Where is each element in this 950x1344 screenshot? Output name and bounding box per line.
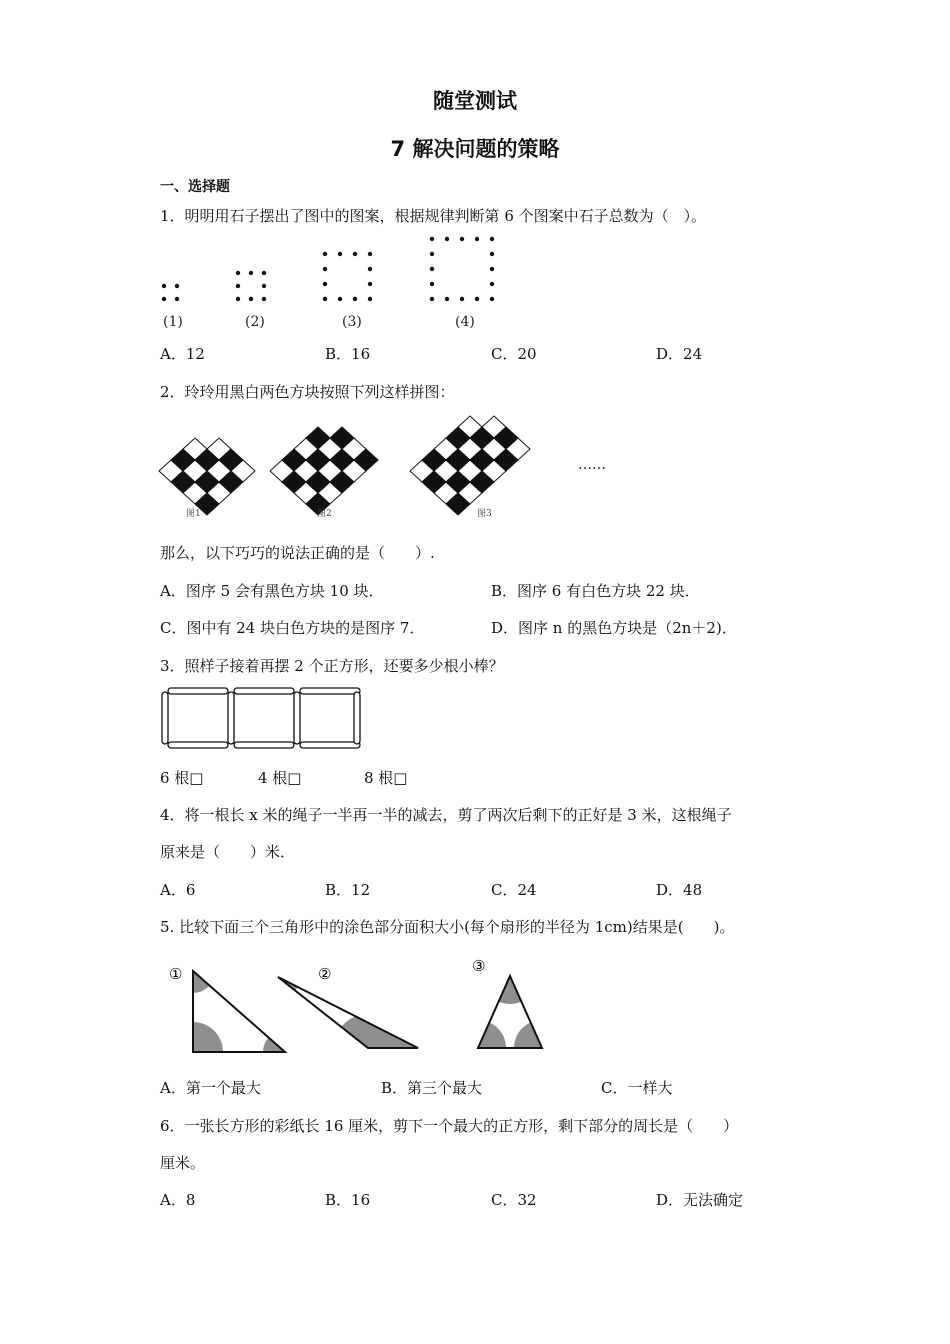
q2-figure-3 (410, 416, 530, 515)
q1-figure-label-3: (3) (342, 314, 362, 330)
stone-dot (430, 267, 434, 271)
stone-dot (430, 297, 434, 301)
q1-option-a[interactable]: A．12 (160, 345, 205, 363)
q5-option-c[interactable]: C．一样大 (601, 1079, 673, 1097)
q5-option-b[interactable]: B．第三个最大 (381, 1079, 483, 1097)
stone-dot (323, 282, 327, 286)
stone-dot (262, 284, 266, 288)
q5-figure-label-1: ① (169, 965, 183, 983)
stone-dot (175, 297, 179, 301)
q1-pattern-2 (236, 271, 266, 301)
question-4-text: 4．将一根长 x 米的绳子一半再一半的减去，剪了两次后剩下的正好是 3 米，这根绳子 (160, 806, 732, 824)
stone-dot (368, 297, 372, 301)
q3-option-4[interactable]: 4 根□ (258, 769, 302, 787)
q6-option-d[interactable]: D．无法确定 (656, 1191, 744, 1209)
stone-dot (430, 237, 434, 241)
stone-dot (262, 297, 266, 301)
q1-figure-label-2: (2) (245, 314, 265, 330)
q2-figure-2 (270, 427, 378, 515)
stone-dot (430, 252, 434, 256)
stone-dot (323, 252, 327, 256)
q2-option-d[interactable]: D．图序 n 的黑色方块是（2n＋2)． (491, 619, 737, 637)
stone-dot (236, 271, 240, 275)
section-heading: 一、选择题 (160, 179, 230, 195)
q3-stick-squares-figure (160, 686, 360, 752)
q6-option-c[interactable]: C．32 (491, 1191, 537, 1209)
stone-dot (323, 297, 327, 301)
stone-dot (249, 297, 253, 301)
stone-dot (490, 252, 494, 256)
stone-dot (460, 297, 464, 301)
stone-dot (162, 284, 166, 288)
q1-pattern-3 (323, 252, 372, 301)
q2-figure-label-1: 图1 (186, 509, 201, 519)
stone-dot (323, 267, 327, 271)
stone-dot (430, 282, 434, 286)
stone-dot (368, 282, 372, 286)
stone-dot (445, 237, 449, 241)
q6-option-a[interactable]: A．8 (160, 1191, 196, 1209)
q5-option-a[interactable]: A．第一个最大 (160, 1079, 261, 1097)
stone-dot (475, 237, 479, 241)
stone-dot (368, 267, 372, 271)
stone-dot (490, 282, 494, 286)
q1-pattern-1 (162, 284, 179, 301)
q4-option-b[interactable]: B．12 (325, 881, 371, 899)
stone-dot (353, 252, 357, 256)
q2-option-b[interactable]: B．图序 6 有白色方块 22 块． (491, 582, 700, 600)
stone-dot (368, 252, 372, 256)
q2-figure-label-2: 图2 (317, 509, 332, 519)
page-subtitle: 7 解决问题的策略 (390, 137, 560, 161)
question-5-text: 5. 比较下面三个三角形中的涂色部分面积大小(每个扇形的半径为 1cm)结果是( )。 (160, 918, 735, 936)
q5-triangles-figure (160, 958, 560, 1058)
q1-figure-label-1: (1) (163, 314, 183, 330)
q3-option-6[interactable]: 6 根□ (160, 769, 204, 787)
stone-dot (490, 267, 494, 271)
q3-option-8[interactable]: 8 根□ (364, 769, 408, 787)
stone-dot (162, 297, 166, 301)
stone-dot (338, 252, 342, 256)
q2-figure-1 (159, 438, 255, 515)
stone-dot (490, 237, 494, 241)
q5-figure-label-2: ② (318, 965, 332, 983)
q4-option-c[interactable]: C．24 (491, 881, 537, 899)
question-2-text-2: 那么，以下巧巧的说法正确的是（ ）. (160, 544, 435, 562)
q2-ellipsis: …… (578, 457, 606, 473)
question-6-text-2: 厘米。 (160, 1154, 206, 1172)
q2-option-a[interactable]: A．图序 5 会有黑色方块 10 块． (160, 582, 384, 600)
question-6-text: 6．一张长方形的彩纸长 16 厘米，剪下一个最大的正方形，剩下部分的周长是（ ） (160, 1117, 739, 1135)
q1-option-d[interactable]: D．24 (656, 345, 703, 363)
stone-dot (262, 271, 266, 275)
stone-dot (249, 271, 253, 275)
stone-dot (236, 297, 240, 301)
question-2-text: 2．玲玲用黑白两色方块按照下列这样拼图： (160, 383, 455, 401)
page-title: 随堂测试 (433, 89, 517, 113)
q2-option-c[interactable]: C．图中有 24 块白色方块的是图序 7． (160, 619, 425, 637)
q1-pattern-4 (430, 237, 494, 301)
q1-figure-label-4: (4) (455, 314, 475, 330)
q1-option-b[interactable]: B．16 (325, 345, 371, 363)
stone-dot (175, 284, 179, 288)
question-4-text-2: 原来是（ ）米． (160, 843, 296, 861)
stone-dot (475, 297, 479, 301)
q4-option-a[interactable]: A．6 (160, 881, 196, 899)
q2-checker-tile-figure (155, 415, 635, 525)
stone-dot (353, 297, 357, 301)
q4-option-d[interactable]: D．48 (656, 881, 703, 899)
stone-dot (445, 297, 449, 301)
q1-option-c[interactable]: C．20 (491, 345, 537, 363)
stone-dot (338, 297, 342, 301)
question-1-text: 1．明明用石子摆出了图中的图案，根据规律判断第 6 个图案中石子总数为（ ）。 (160, 207, 707, 225)
q6-option-b[interactable]: B．16 (325, 1191, 371, 1209)
stone-dot (490, 297, 494, 301)
q2-figure-label-3: 图3 (477, 509, 492, 519)
stone-dot (236, 284, 240, 288)
q1-stone-pattern-figure (150, 230, 510, 335)
question-3-text: 3．照样子接着再摆 2 个正方形，还要多少根小棒？ (160, 657, 504, 675)
q5-figure-label-3: ③ (472, 957, 486, 975)
stone-dot (460, 237, 464, 241)
